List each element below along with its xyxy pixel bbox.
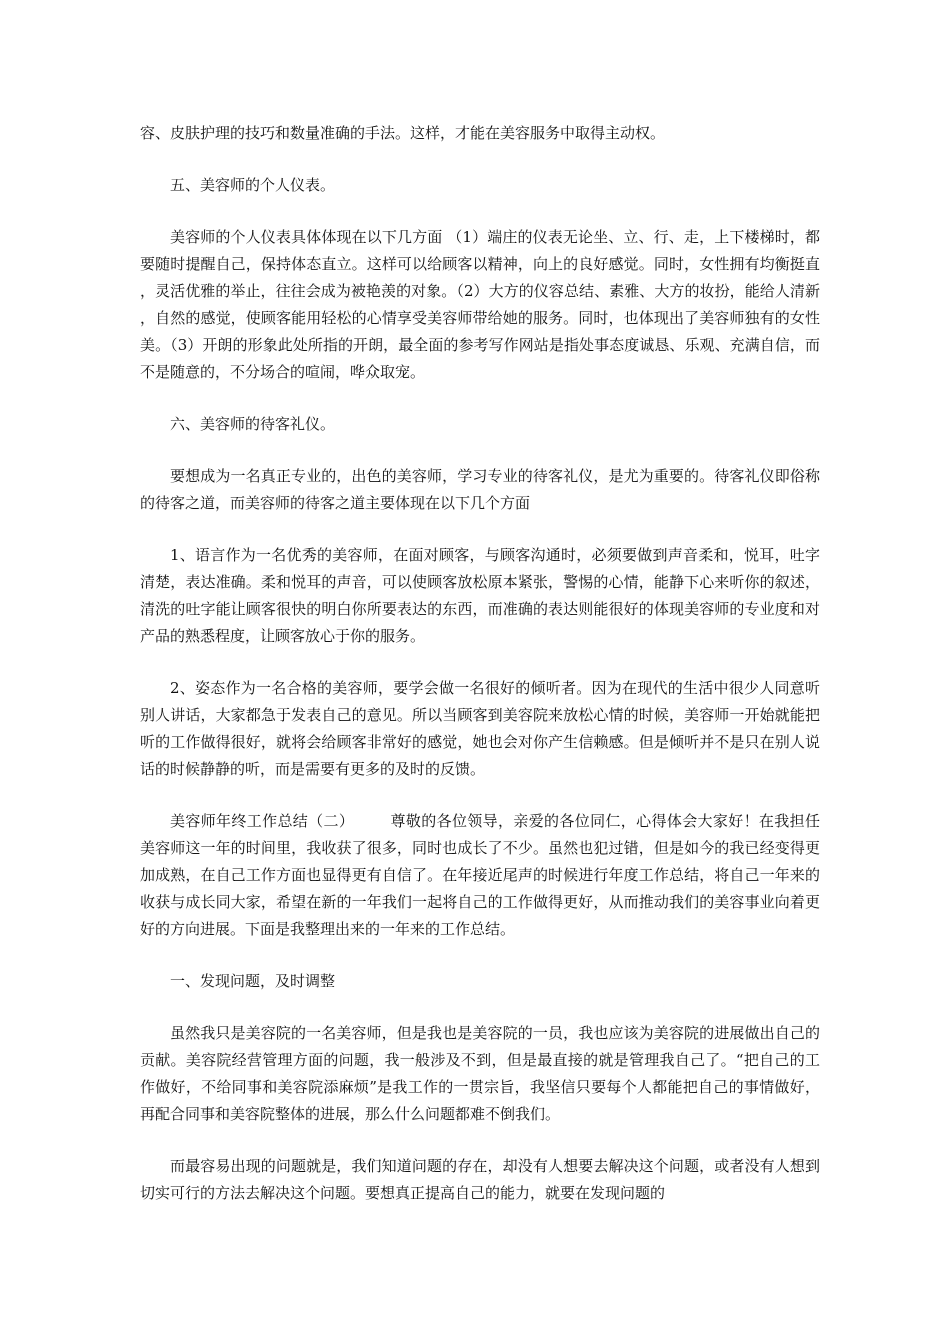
section-heading-find-problems: 一、发现问题，及时调整	[170, 972, 336, 990]
paragraph-continued: 容、皮肤护理的技巧和数量准确的手法。这样，才能在美容服务中取得主动权。	[140, 124, 666, 142]
section-heading-reception-etiquette: 六、美容师的待客礼仪。	[170, 415, 336, 433]
summary-title: 美容师年终工作总结（二）	[170, 812, 355, 830]
paragraph-posture: 2、姿态作为一名合格的美容师，要学会做一名很好的倾听者。因为在现代的生活中很少人同意听别人讲话，大家都急于发表自己的意见。所以当顾客到美容院来放松心情的时候，美容师一开始就能把听的工作做得很好，就将会给顾客非常好的感觉，她也会对你产生信赖感。但是倾听并不是只在别人说话的时候静静的听，而是需要有更多的及时的反馈。	[140, 679, 820, 778]
paragraph-reception-intro: 要想成为一名真正专业的，出色的美容师，学习专业的待客礼仪，是尤为重要的。待客礼仪即俗称的待客之道，而美容师的待客之道主要体现在以下几个方面	[140, 467, 820, 512]
paragraph-personal-appearance: 美容师的个人仪表具体体现在以下几方面 （1）端庄的仪表无论坐、立、行、走，上下楼梯时，都要随时提醒自己，保持体态直立。这样可以给顾客以精神，向上的良好感觉。同时，女性拥有均衡挺直，灵活优雅的举止，往往会成为被艳羡的对象。（2）大方的仪容总结、素雅、大方的妆扮，能给人清新，自然的感觉，使顾客能用轻松的心情享受美容师带给她的服务。同时，也体现出了美容师独有的女性美。（3）开朗的形象此处所指的开朗，最全面的参考写作网站是指处事态度诚恳、乐观、充满自信，而不是随意的，不分场合的喧闹，哗众取宠。	[140, 228, 820, 381]
paragraph-problem-solving: 而最容易出现的问题就是，我们知道问题的存在，却没有人想要去解决这个问题，或者没有人想到切实可行的方法去解决这个问题。要想真正提高自己的能力，就要在发现问题的	[140, 1157, 820, 1202]
document-page	[140, 120, 820, 1232]
paragraph-language: 1、语言作为一名优秀的美容师，在面对顾客，与顾客沟通时，必须要做到声音柔和，悦耳，吐字清楚，表达准确。柔和悦耳的声音，可以使顾客放松原本紧张，警惕的心情，能静下心来听你的叙述，清洗的吐字能让顾客很快的明白你所要表达的东西，而准确的表达则能很好的体现美容师的专业度和对产品的熟悉程度，让顾客放心于你的服务。	[140, 546, 820, 645]
paragraph-contribution: 虽然我只是美容院的一名美容师，但是我也是美容院的一员，我也应该为美容院的进展做出自己的贡献。美容院经营管理方面的问题，我一般涉及不到，但是最直接的就是管理我自己了。“把自己的工作做好，不给同事和美容院添麻烦”是我工作的一贯宗旨，我坚信只要每个人都能把自己的事情做好，再配合同事和美容院整体的进展，那么什么问题都难不倒我们。	[140, 1024, 820, 1123]
paragraph-year-end-summary	[140, 808, 820, 943]
section-heading-personal-appearance: 五、美容师的个人仪表。	[170, 176, 336, 194]
summary-body: 尊敬的各位领导，亲爱的各位同仁，心得体会大家好！在我担任美容师这一年的时间里，我收获了很多，同时也成长了不少。虽然也犯过错，但是如今的我已经变得更加成熟，在自己工作方面也显得更有自信了。在年接近尾声的时候进行年度工作总结，将自己一年来的收获与成长同大家，希望在新的一年我们一起将自己的工作做得更好，从而推动我们的美容事业向着更好的方向进展。下面是我整理出来的一年来的工作总结。	[140, 812, 820, 938]
